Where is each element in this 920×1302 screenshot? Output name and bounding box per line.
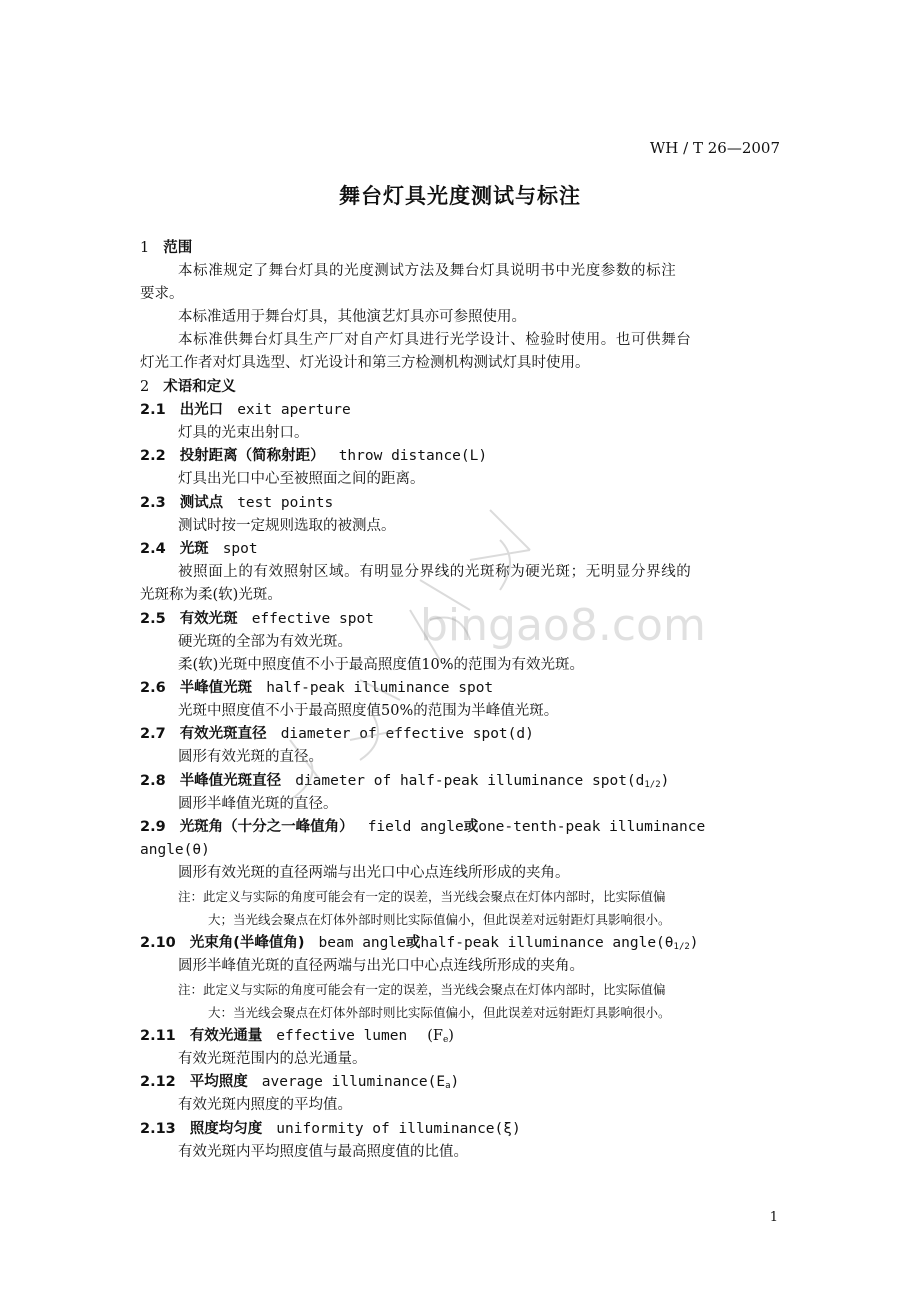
term-definition: 有效光斑内照度的平均值。 — [178, 1097, 352, 1113]
term-number: 2.12 — [140, 1074, 176, 1090]
term-en-cont: angle(θ) — [140, 842, 210, 858]
note-cont: 大：当光线会聚点在灯体外部时则比实际值偏小，但此误差对远射距灯具影响很小。 — [208, 1005, 671, 1020]
term-2-8 — [140, 771, 669, 795]
term-definition: 硬光斑的全部为有效光斑。 — [178, 634, 352, 650]
term-en-tail: ) — [450, 1074, 460, 1090]
term-en: spot — [222, 541, 258, 557]
term-definition: 圆形有效光斑的直径两端与出光口中心点连线所形成的夹角。 — [178, 865, 570, 881]
section-2-heading — [140, 377, 236, 397]
page-number: 1 — [769, 1210, 778, 1225]
term-2-4 — [140, 539, 258, 559]
note-cont: 大；当光线会聚点在灯体外部时则比实际值偏小，但此误差对远射距灯具影响很小。 — [208, 912, 671, 927]
term-symbol — [427, 1028, 454, 1044]
term-2-12 — [140, 1072, 459, 1096]
term-en-text: average illuminance(E — [261, 1074, 446, 1090]
term-zh: 有效光斑 — [179, 611, 238, 627]
paragraph-cont: 灯光工作者对灯具选型、灯光设计和第三方检测机构测试灯具时使用。 — [140, 355, 590, 371]
standard-code: WH / T 26—2007 — [649, 139, 780, 157]
symbol-tail: ) — [448, 1028, 454, 1044]
term-en: effective spot — [251, 611, 374, 627]
term-2-7 — [140, 724, 534, 744]
document-title: 舞台灯具光度测试与标注 — [339, 184, 581, 208]
paragraph: 本标准供舞台灯具生产厂对自产灯具进行光学设计、检验时使用。也可供舞台 — [178, 332, 692, 348]
note: 注：此定义与实际的角度可能会有一定的误差，当光线会聚点在灯体内部时，比实际值偏 — [178, 889, 666, 904]
term-number: 2.6 — [140, 680, 166, 696]
term-en: throw distance(L) — [338, 448, 488, 464]
term-number: 2.9 — [140, 819, 166, 835]
subscript: a — [445, 1081, 451, 1091]
note: 注：此定义与实际的角度可能会有一定的误差，当光线会聚点在灯体内部时，比实际值偏 — [178, 982, 666, 997]
paragraph-cont: 要求。 — [140, 286, 184, 302]
term-en: diameter of effective spot(d) — [280, 726, 534, 742]
term-2-5 — [140, 609, 374, 629]
term-zh: 光斑 — [179, 541, 209, 557]
term-zh: 有效光斑直径 — [179, 726, 267, 742]
term-zh: 出光口 — [179, 402, 224, 418]
term-2-6 — [140, 678, 493, 698]
term-en-tail: ) — [689, 935, 699, 951]
term-definition: 灯具的光束出射口。 — [178, 425, 309, 441]
subscript: 1/2 — [644, 780, 661, 790]
term-definition: 圆形半峰值光斑的直径两端与出光口中心点连线所形成的夹角。 — [178, 958, 584, 974]
term-definition: 光斑中照度值不小于最高照度值50%的范围为半峰值光斑。 — [178, 703, 559, 719]
term-en: test points — [237, 495, 334, 511]
section-number: 2 — [140, 379, 150, 395]
symbol-text: (F — [427, 1028, 443, 1044]
term-number: 2.13 — [140, 1121, 176, 1137]
term-number: 2.2 — [140, 448, 166, 464]
term-en-text: half-peak illuminance angle(θ — [420, 935, 674, 951]
term-en: effective lumen — [276, 1028, 408, 1044]
term-en — [420, 935, 698, 951]
term-definition: 圆形半峰值光斑的直径。 — [178, 796, 338, 812]
term-number: 2.4 — [140, 541, 166, 557]
term-2-13 — [140, 1119, 521, 1139]
term-en: exit aperture — [237, 402, 351, 418]
term-zh: 光斑角（十分之一峰值角） — [179, 819, 354, 835]
section-title: 范围 — [163, 240, 193, 256]
term-number: 2.7 — [140, 726, 166, 742]
term-zh: 半峰值光斑 — [179, 680, 253, 696]
watermark: bingao8.com — [420, 600, 706, 651]
term-en: field angle — [367, 819, 464, 835]
subscript: e — [442, 1035, 449, 1045]
term-number: 2.5 — [140, 611, 166, 627]
term-definition-cont: 光斑称为柔(软)光斑。 — [140, 587, 282, 603]
term-zh: 半峰值光斑直径 — [179, 773, 282, 789]
term-2-9 — [140, 817, 705, 837]
term-zh: 投射距离（简称射距） — [179, 448, 325, 464]
term-en — [295, 773, 669, 789]
section-number: 1 — [140, 240, 150, 256]
paragraph: 本标准适用于舞台灯具，其他演艺灯具亦可参照使用。 — [178, 309, 526, 325]
term-number: 2.1 — [140, 402, 166, 418]
term-definition: 有效光斑范围内的总光通量。 — [178, 1051, 367, 1067]
term-number: 2.8 — [140, 773, 166, 789]
term-or: 或 — [463, 819, 479, 835]
term-en-tail: ) — [660, 773, 670, 789]
term-2-2 — [140, 446, 487, 466]
term-definition: 被照面上的有效照射区域。有明显分界线的光斑称为硬光斑；无明显分界线的 — [178, 564, 692, 580]
term-zh: 平均照度 — [189, 1074, 248, 1090]
term-number: 2.10 — [140, 935, 176, 951]
term-en: beam angle — [318, 935, 406, 951]
subscript: 1/2 — [673, 942, 690, 952]
term-zh: 测试点 — [179, 495, 224, 511]
section-title: 术语和定义 — [163, 379, 236, 395]
term-2-11 — [140, 1026, 454, 1050]
paragraph: 本标准规定了舞台灯具的光度测试方法及舞台灯具说明书中光度参数的标注 — [178, 263, 677, 279]
term-definition: 圆形有效光斑的直径。 — [178, 749, 323, 765]
term-en — [262, 1074, 459, 1090]
term-definition: 有效光斑内平均照度值与最高照度值的比值。 — [178, 1144, 468, 1160]
term-zh: 照度均匀度 — [189, 1121, 263, 1137]
section-1-heading — [140, 238, 192, 258]
term-en: uniformity of illuminance(ξ) — [276, 1121, 521, 1137]
term-en: one-tenth-peak illuminance — [478, 819, 706, 835]
term-2-1 — [140, 400, 351, 420]
term-definition: 测试时按一定规则选取的被测点。 — [178, 518, 396, 534]
term-en: half-peak illuminance spot — [266, 680, 494, 696]
term-number: 2.3 — [140, 495, 166, 511]
term-number: 2.11 — [140, 1028, 176, 1044]
term-definition: 柔(软)光斑中照度值不小于最高照度值10%的范围为有效光斑。 — [178, 657, 585, 673]
term-en-text: diameter of half-peak illuminance spot(d — [295, 773, 645, 789]
term-or: 或 — [405, 935, 421, 951]
term-2-10 — [140, 933, 699, 957]
term-definition: 灯具出光口中心至被照面之间的距离。 — [178, 471, 425, 487]
term-2-3 — [140, 493, 333, 513]
term-zh: 有效光通量 — [189, 1028, 263, 1044]
term-zh: 光束角(半峰值角) — [189, 935, 305, 951]
